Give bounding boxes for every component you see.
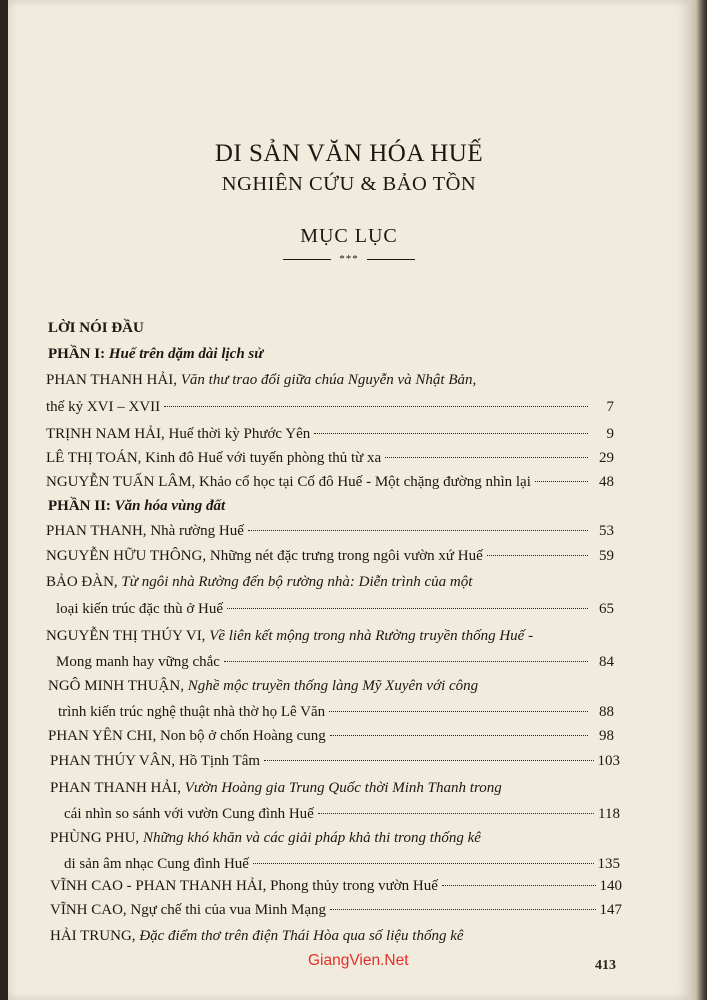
entry-author: NGUYỄN THỊ THÚY VI, <box>46 628 210 644</box>
entry-author: NGÔ MINH THUẬN, <box>48 678 188 694</box>
book-title: DI SẢN VĂN HÓA HUẾ <box>214 140 484 167</box>
page-edge-shadow <box>690 0 707 1000</box>
entry-title: Từ ngôi nhà Rường đến bộ rường nhà: Diễn trình của một <box>121 574 473 590</box>
title-ornament <box>8 252 690 266</box>
entry-page: 29 <box>599 450 614 466</box>
entry-page: 140 <box>599 878 622 894</box>
ornament-line-left <box>283 259 331 260</box>
leader-dots <box>385 457 588 458</box>
toc-entry[interactable] <box>46 572 472 592</box>
entry-author: BẢO ĐÀN, <box>46 574 122 590</box>
entry-author: PHAN YÊN CHI, <box>48 728 160 744</box>
entry-page: 65 <box>599 601 614 617</box>
entry-page: 147 <box>599 902 622 918</box>
entry-title-cont: trình kiến trúc nghệ thuật nhà thờ họ Lê Văn <box>58 704 326 720</box>
ornament-line-right <box>367 259 415 260</box>
toc-entry[interactable] <box>46 546 614 566</box>
toc-part-2[interactable] <box>48 496 225 516</box>
entry-page: 135 <box>597 856 620 872</box>
watermark-text: GiangVien.Net <box>308 952 409 969</box>
book-subtitle: NGHIÊN CỨU & BẢO TỒN <box>221 173 477 195</box>
entry-author: TRỊNH NAM HẢI, <box>46 426 169 442</box>
leader-dots <box>314 433 588 434</box>
toc-title: MỤC LỤC <box>300 225 398 247</box>
entry-author: PHAN THANH, <box>46 523 151 539</box>
part-title: Văn hóa vùng đất <box>114 498 226 514</box>
toc-entry[interactable] <box>48 726 614 746</box>
part-title: Huế trên dặm dài lịch sử <box>108 346 264 362</box>
leader-dots <box>264 760 593 761</box>
entry-title: Ngự chế thi của vua Minh Mạng <box>130 902 327 918</box>
entry-title: Nghề mộc truyền thống làng Mỹ Xuyên với công <box>187 678 479 694</box>
toc-entry[interactable] <box>46 424 614 444</box>
toc-entry[interactable] <box>46 626 533 646</box>
toc-entry[interactable] <box>46 521 614 541</box>
entry-title: Đặc điểm thơ trên điện Thái Hòa qua số liệu thống kê <box>139 928 464 944</box>
entry-title: Non bộ ở chốn Hoàng cung <box>159 728 326 744</box>
entry-author: NGUYỄN HỮU THÔNG, <box>46 548 210 564</box>
entry-title-cont: loại kiến trúc đặc thù ở Huế <box>56 601 224 617</box>
toc-entry[interactable] <box>50 778 502 798</box>
entry-title: Phong thủy trong vườn Huế <box>270 878 438 894</box>
toc-entry[interactable] <box>50 900 622 920</box>
entry-title-cont: di sản âm nhạc Cung đình Huế <box>64 856 249 872</box>
toc-entry-continuation <box>46 397 614 417</box>
toc-entry[interactable] <box>50 876 622 896</box>
entry-author: VĨNH CAO - PHAN THANH HẢI, <box>50 878 271 894</box>
entry-page: 103 <box>597 753 620 769</box>
leader-dots <box>224 661 588 662</box>
entry-title: Về liên kết mộng trong nhà Rường truyền thống Huế - <box>209 628 534 644</box>
entry-title: Huế thời kỳ Phước Yên <box>168 426 311 442</box>
entry-title: Vườn Hoàng gia Trung Quốc thời Minh Thanh trong <box>184 780 502 796</box>
entry-author: PHAN THÚY VÂN, <box>50 753 179 769</box>
entry-author: HẢI TRUNG, <box>50 928 140 944</box>
entry-title: Hồ Tịnh Tâm <box>178 753 261 769</box>
entry-author: PHAN THANH HẢI, <box>46 372 181 388</box>
toc-entry-continuation <box>64 804 620 824</box>
toc-entry-continuation <box>56 599 614 619</box>
entry-author: PHÙNG PHU, <box>50 830 143 846</box>
toc-preface[interactable]: LỜI NÓI ĐẦU <box>48 320 144 336</box>
entry-page: 7 <box>606 399 614 415</box>
toc-entry[interactable] <box>50 751 620 771</box>
toc-entry[interactable] <box>46 472 614 492</box>
entry-title: Nhà rường Huế <box>150 523 244 539</box>
entry-page: 9 <box>606 426 614 442</box>
entry-title-cont: thế kỷ XVI – XVII <box>46 399 161 415</box>
part-label: PHẦN II: <box>48 498 115 514</box>
toc-entry-continuation <box>56 652 614 672</box>
toc-part-1[interactable] <box>48 344 263 364</box>
toc-entry[interactable] <box>46 370 476 390</box>
toc-entry[interactable] <box>50 926 464 946</box>
entry-title-cont: cái nhìn so sánh với vườn Cung đình Huế <box>64 806 314 822</box>
entry-author: LÊ THỊ TOÁN, <box>46 450 146 466</box>
entry-title: Những nét đặc trưng trong ngôi vườn xứ Huế <box>209 548 483 564</box>
ornament-stars: *** <box>339 253 359 265</box>
entry-title: Những khó khăn và các giải pháp khả thi trong thống kê <box>142 830 481 846</box>
leader-dots <box>248 530 588 531</box>
leader-dots <box>487 555 588 556</box>
book-page <box>8 0 690 1000</box>
toc-entry-continuation <box>64 854 620 874</box>
toc-entry-continuation <box>58 702 614 722</box>
leader-dots <box>329 711 588 712</box>
entry-author: NGUYỄN TUẤN LÂM, <box>46 474 200 490</box>
leader-dots <box>164 406 588 407</box>
entry-page: 98 <box>599 728 614 744</box>
page-number: 413 <box>595 958 616 973</box>
toc-entry[interactable] <box>46 448 614 468</box>
entry-page: 53 <box>599 523 614 539</box>
entry-author: VĨNH CAO, <box>50 902 131 918</box>
entry-title: Văn thư trao đổi giữa chúa Nguyễn và Nhật Bản, <box>180 372 477 388</box>
entry-page: 88 <box>599 704 614 720</box>
entry-page: 118 <box>598 806 620 822</box>
leader-dots <box>227 608 588 609</box>
entry-author: PHAN THANH HẢI, <box>50 780 185 796</box>
toc-entry[interactable] <box>48 676 478 696</box>
leader-dots <box>253 863 594 864</box>
entry-title: Khảo cổ học tại Cố đô Huế - Một chặng đường nhìn lại <box>199 474 531 490</box>
entry-page: 84 <box>599 654 614 670</box>
leader-dots <box>330 735 588 736</box>
part-label: PHẦN I: <box>48 346 109 362</box>
entry-title-cont: Mong manh hay vững chắc <box>56 654 220 670</box>
entry-title: Kinh đô Huế với tuyến phòng thủ từ xa <box>145 450 382 466</box>
toc-entry[interactable] <box>50 828 481 848</box>
leader-dots <box>318 813 594 814</box>
leader-dots <box>330 909 595 910</box>
leader-dots <box>442 885 596 886</box>
leader-dots <box>535 481 588 482</box>
entry-page: 59 <box>599 548 614 564</box>
entry-page: 48 <box>599 474 614 490</box>
